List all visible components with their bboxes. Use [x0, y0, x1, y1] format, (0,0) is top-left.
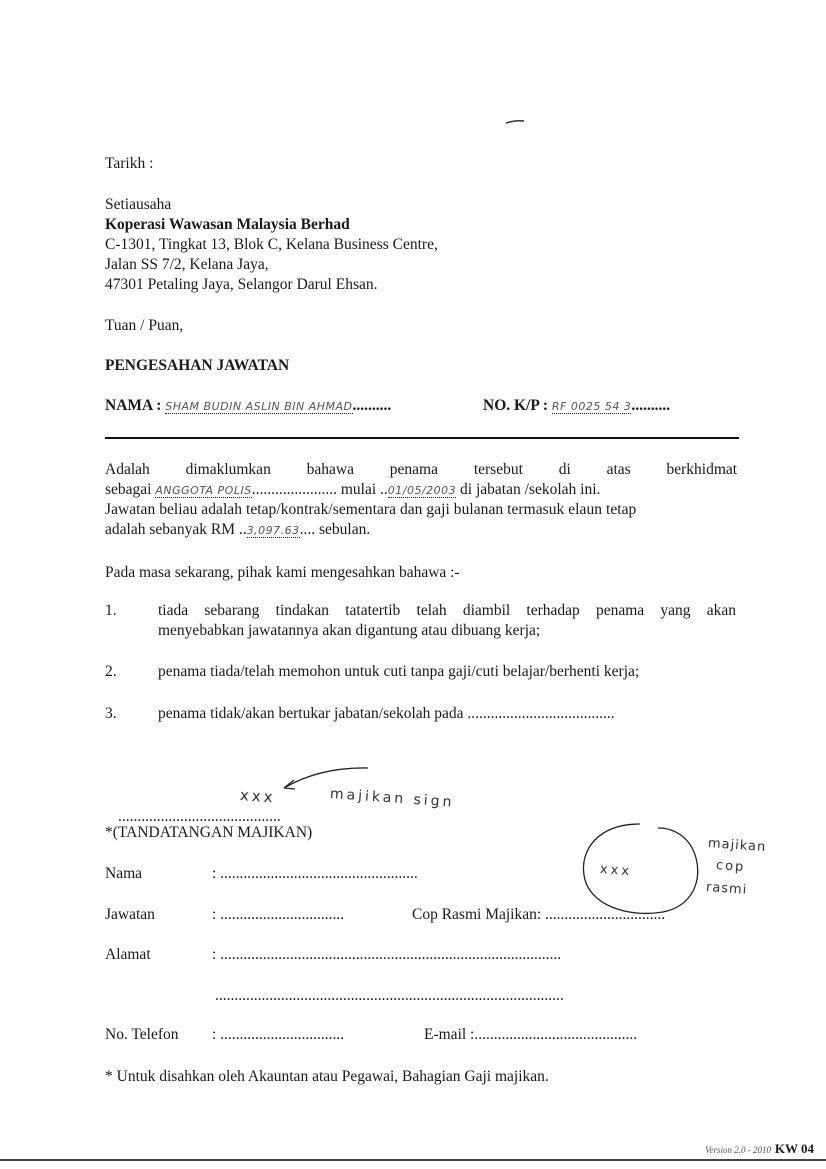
item-1-text: tiada sebarang tindakan tatatertib telah diambil terhadap penama yang akan — [158, 602, 736, 619]
form-alamat-field-1: : ........................................................................................ — [212, 946, 562, 963]
salary-value: 3,097.63 — [246, 524, 300, 537]
item-number: 1. — [105, 602, 117, 619]
para1-word: penama — [389, 461, 438, 478]
form-telefon-field: : ................................ — [212, 1026, 345, 1043]
signature-xxx: xxx — [239, 786, 277, 807]
footer-code: KW 04 — [774, 1141, 815, 1156]
form-alamat-label: Alamat — [105, 946, 151, 963]
para1-line3: Jawatan beliau adalah tetap/kontrak/sementara dan gaji bulanan termasuk elaun tetap — [105, 501, 637, 518]
name-dots: .......... — [352, 397, 392, 414]
name-value: SHAM BUDIN ASLIN BIN AHMAD — [165, 400, 353, 413]
signature-note: majikan sign — [329, 786, 455, 811]
kp-value: RF 0025 54 3 — [551, 400, 632, 413]
para1-l4-text: .... sebulan. — [299, 521, 371, 538]
item-1-line2: menyebabkan jawatannya akan digantung atau dibuang kerja; — [158, 622, 541, 639]
stamp-xxx: xxx — [599, 862, 633, 880]
kp-label: NO. K/P : — [483, 397, 549, 414]
para2: Pada masa sekarang, pihak kami mengesahkan bahawa :- — [105, 564, 460, 581]
position-value: ANGGOTA POLIS — [155, 484, 252, 497]
footer — [705, 1140, 814, 1158]
item-number: 2. — [105, 663, 117, 680]
para1-word: di — [558, 461, 571, 478]
para1-word: bahawa — [306, 461, 354, 478]
para1-line4 — [105, 521, 370, 539]
para1-word: dimaklumkan — [185, 461, 271, 478]
divider-rule — [105, 437, 739, 439]
item-3-line1: penama tidak/akan bertukar jabatan/sekolah pada ...................................... — [158, 705, 615, 722]
kp-row — [483, 397, 670, 415]
recipient-org: Koperasi Wawasan Malaysia Berhad — [105, 216, 350, 233]
para1-line2 — [105, 481, 737, 499]
recipient-title: Setiausaha — [105, 196, 172, 213]
form-nama-field: : ................................................... — [212, 865, 418, 882]
para1-word: berkhidmat — [666, 461, 738, 478]
name-row — [105, 397, 391, 415]
stamp-note-3: rasmi — [705, 880, 748, 898]
para1-l2-text: sebagai — [105, 481, 152, 498]
subject-heading: PENGESAHAN JAWATAN — [105, 357, 290, 374]
form-cop-field: Cop Rasmi Majikan: ............................... — [412, 906, 666, 923]
name-label: NAMA : — [105, 397, 162, 414]
kp-dots: .......... — [631, 397, 671, 414]
para1-l2-text: ...................... mulai .. — [251, 481, 388, 498]
signature-dots: .......................................... — [118, 808, 281, 825]
stamp-note-1: majikan — [707, 836, 767, 856]
scan-mark — [505, 118, 525, 126]
item-2-line1: penama tiada/telah memohon untuk cuti tanpa gaji/cuti belajar/berhenti kerja; — [158, 663, 640, 680]
date-label: Tarikh : — [105, 155, 154, 172]
recipient-address-1: C-1301, Tingkat 13, Blok C, Kelana Business Centre, — [105, 236, 438, 253]
recipient-address-3: 47301 Petaling Jaya, Selangor Darul Ehsan. — [105, 276, 378, 293]
stamp-circle — [578, 820, 708, 920]
item-number: 3. — [105, 705, 117, 722]
footer-line — [0, 1159, 826, 1161]
form-nama-label: Nama — [105, 865, 143, 882]
para1-word: tersebut — [473, 461, 523, 478]
para1-word: atas — [606, 461, 631, 478]
para1-word: Adalah — [105, 461, 150, 478]
start-date-value: 01/05/2003 — [387, 484, 457, 497]
para1-l2-text: di jabatan /sekolah ini. — [460, 481, 601, 498]
form-email-field: E-mail :.......................................... — [424, 1026, 638, 1043]
form-jawatan-field: : ................................ — [212, 906, 345, 923]
item-1-line1 — [158, 602, 736, 620]
form-telefon-label: No. Telefon — [105, 1026, 179, 1043]
form-jawatan-label: Jawatan — [105, 906, 155, 923]
salutation: Tuan / Puan, — [105, 317, 184, 334]
stamp-note-2: cop — [715, 858, 746, 876]
signature-label: *(TANDATANGAN MAJIKAN) — [105, 824, 313, 841]
form-alamat-field-2: .......................................................................................... — [215, 987, 564, 1004]
para1-l4-text: adalah sebanyak RM .. — [105, 521, 247, 538]
footnote: * Untuk disahkan oleh Akauntan atau Pegawai, Bahagian Gaji majikan. — [105, 1068, 549, 1085]
footer-version: Version 2.0 - 2010 — [705, 1145, 771, 1155]
para1-line1 — [105, 461, 737, 479]
recipient-address-2: Jalan SS 7/2, Kelana Jaya, — [105, 256, 269, 273]
